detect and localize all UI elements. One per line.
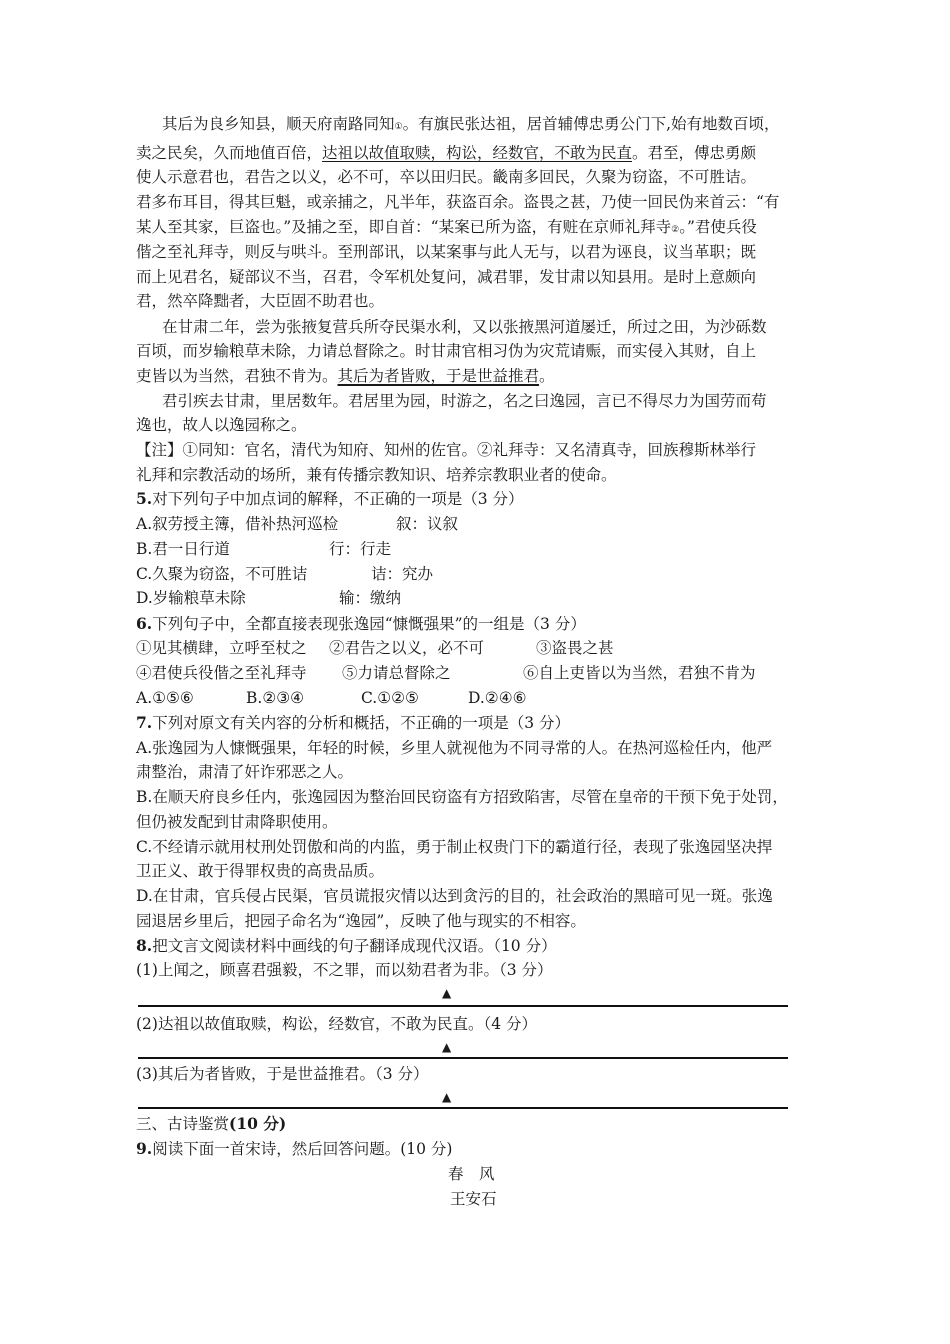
footnote-mark: ②: [671, 225, 680, 235]
translate-sentence-3: (3)其后为者皆败，于是世益推君。（3 分）: [136, 1065, 429, 1083]
poem-title: 春 风: [448, 1165, 495, 1183]
answer-marker: ▲: [442, 1090, 452, 1104]
choice-d: D.②④⑥: [468, 689, 527, 707]
item-6: ⑥自上吏皆以为当然，君独不肯为: [523, 664, 756, 682]
question-text: 把文言文阅读材料中画线的句子翻译成现代汉语。（10 分）: [152, 937, 557, 955]
question-number: 8.: [136, 936, 153, 955]
text: 。君至，傅忠勇颇: [632, 144, 757, 162]
section-title: 三、古诗鉴赏: [136, 1115, 230, 1133]
question-6-stem: [136, 612, 586, 636]
option-line: C.不经请示就用杖刑处罚傲和尚的内监，勇于制止权贵门下的霸道行径，表现了张逸园坚决捍: [136, 838, 773, 856]
poem-author: 王安石: [450, 1190, 497, 1208]
section-heading: [136, 1112, 286, 1136]
question-number: 9.: [136, 1139, 153, 1158]
answer-line[interactable]: [138, 1057, 788, 1059]
question-number: 5.: [136, 489, 153, 508]
text: 。”君使兵役: [679, 218, 757, 236]
option-line: 但仍被发配到甘肃降职使用。: [136, 813, 338, 831]
passage-line: 君引疾去甘肃，里居数年。君居里为园，时游之，名之曰逸园，言已不得尽力为国劳而苟: [162, 392, 767, 410]
item-3: ③盗畏之甚: [536, 639, 614, 657]
answer-marker: ▲: [442, 1040, 452, 1054]
passage-line: 偕之至礼拜寺，则反与哄斗。至刑部讯，以某案事与此人无与，以君为诬良，议当革职；既: [136, 243, 757, 261]
question-text: 下列句子中，全都直接表现张逸园“慷慨强果”的一组是（3 分）: [152, 615, 586, 633]
translate-sentence-1: (1)上闻之，顾喜君强毅，不之罪，而以劾君者为非。（3 分）: [136, 961, 553, 979]
footnote-line: 礼拜和宗教活动的场所，兼有传播宗教知识、培养宗教职业者的使命。: [136, 466, 617, 484]
option-b: B.君一日行道: [136, 540, 230, 558]
passage-line: 百顷，而岁输粮草未除，力请总督除之。时甘肃官相习伪为灾荒请赈，而实侵入其财，自上: [136, 342, 757, 360]
choice-a: A.①⑤⑥: [136, 689, 194, 707]
item-4: ④君使兵役偕之至礼拜寺: [136, 664, 307, 682]
text: 。: [539, 367, 555, 385]
answer-line[interactable]: [138, 1107, 788, 1109]
question-text: 阅读下面一首宋诗，然后回答问题。(10 分): [152, 1140, 453, 1158]
text: 其后为良乡知县，顺天府南路同知: [162, 115, 395, 133]
passage-line: [136, 141, 756, 165]
passage-line: 而上见君名，疑部议不当，召君，令军机处复问，减君罪，发甘肃以知县用。是时上意颇向: [136, 268, 757, 286]
passage-line: 君，然卒降黜者，大臣固不助君也。: [136, 292, 385, 310]
choice-c: C.①②⑤: [361, 689, 419, 707]
question-7-stem: [136, 711, 570, 735]
question-number: 6.: [136, 614, 153, 633]
answer-marker: ▲: [442, 986, 452, 1000]
underlined-sentence: 其后为者皆败，于是世益推君: [337, 367, 540, 385]
footnote-mark: ①: [394, 122, 403, 132]
text: 某人至其家，巨盗也。”及捕之至，即自首：“某案已所为盗，有赃在京师礼拜寺: [136, 218, 672, 236]
option-b-gloss: 行：行走: [329, 540, 392, 558]
question-number: 7.: [136, 713, 153, 732]
item-1: ①见其横肆，立呼至杖之: [136, 639, 307, 657]
option-a: [136, 512, 338, 536]
question-9-stem: [136, 1137, 452, 1161]
passage-line: 君多布耳目，得其巨魁，或亲捕之，凡半年，获盗百余。盗畏之甚，乃使一回民伪来首云：“有: [136, 193, 780, 211]
passage-line: [136, 215, 757, 239]
passage-line: 使人示意君也，君告之以义，必不可，卒以田归民。畿南多回民，久聚为窃盗，不可胜诘。: [136, 168, 757, 186]
question-text: 下列对原文有关内容的分析和概括，不正确的一项是（3 分）: [152, 714, 570, 732]
passage-line: [136, 364, 555, 388]
passage-line: [162, 112, 780, 136]
option-text: A.叙劳授主簿，借补热河巡检: [136, 515, 339, 533]
section-score: (10 分): [229, 1114, 287, 1133]
option-d: D.岁输粮草未除: [136, 589, 246, 607]
option-line: 肃整治，肃清了奸诈邪恶之人。: [136, 763, 354, 781]
text: 卖之民矣，久而地值百倍，: [136, 144, 323, 162]
footnote-line: 【注】①同知：官名，清代为知府、知州的佐官。②礼拜寺：又名清真寺，回族穆斯林举行: [136, 441, 757, 459]
item-2: ②君告之以义，必不可: [329, 639, 485, 657]
answer-line[interactable]: [138, 1005, 788, 1007]
choice-b: B.②③④: [246, 689, 305, 707]
text: 。有旗民张达祖，居首辅傅忠勇公门下,始有地数百顷，: [402, 115, 780, 133]
underlined-sentence: 达祖以故值取赎，构讼，经数官，不敢为民直: [322, 144, 633, 162]
question-5-stem: [136, 487, 523, 511]
option-line: 卫正义、敢于得罪权贵的高贵品质。: [136, 862, 385, 880]
option-line: 园退居乡里后，把园子命名为“逸园”，反映了他与现实的不相容。: [136, 912, 586, 930]
question-text: 对下列句子中加点词的解释，不正确的一项是（3 分）: [152, 490, 524, 508]
translate-sentence-2: (2)达祖以故值取赎，构讼，经数官，不敢为民直。（4 分）: [136, 1015, 537, 1033]
option-c-gloss: 诘：究办: [371, 565, 434, 583]
option-c: C.久聚为窃盗，不可胜诘: [136, 565, 308, 583]
option-line: D.在甘肃，官兵侵占民渠，官员谎报灾情以达到贪污的目的，社会政治的黑暗可见一斑。张逸: [136, 887, 773, 905]
item-5: ⑤力请总督除之: [342, 664, 451, 682]
option-a-gloss: 叙：议叙: [396, 515, 459, 533]
option-line: A.张逸园为人慷慨强果，年轻的时候，乡里人就视他为不同寻常的人。在热河巡检任内，他严: [136, 739, 773, 757]
passage-line: 逸也，故人以逸园称之。: [136, 416, 307, 434]
text: 吏皆以为当然，君独不肯为。: [136, 367, 338, 385]
question-8-stem: [136, 934, 557, 958]
option-d-gloss: 输：缴纳: [339, 589, 402, 607]
passage-line: 在甘肃二年，尝为张掖复营兵所夺民渠水利，又以张掖黑河道屡迁，所过之田，为沙砾数: [162, 318, 767, 336]
option-line: B.在顺天府良乡任内，张逸园因为整治回民窃盗有方招致陷害，尽管在皇帝的干预下免于处罚，: [136, 788, 788, 806]
